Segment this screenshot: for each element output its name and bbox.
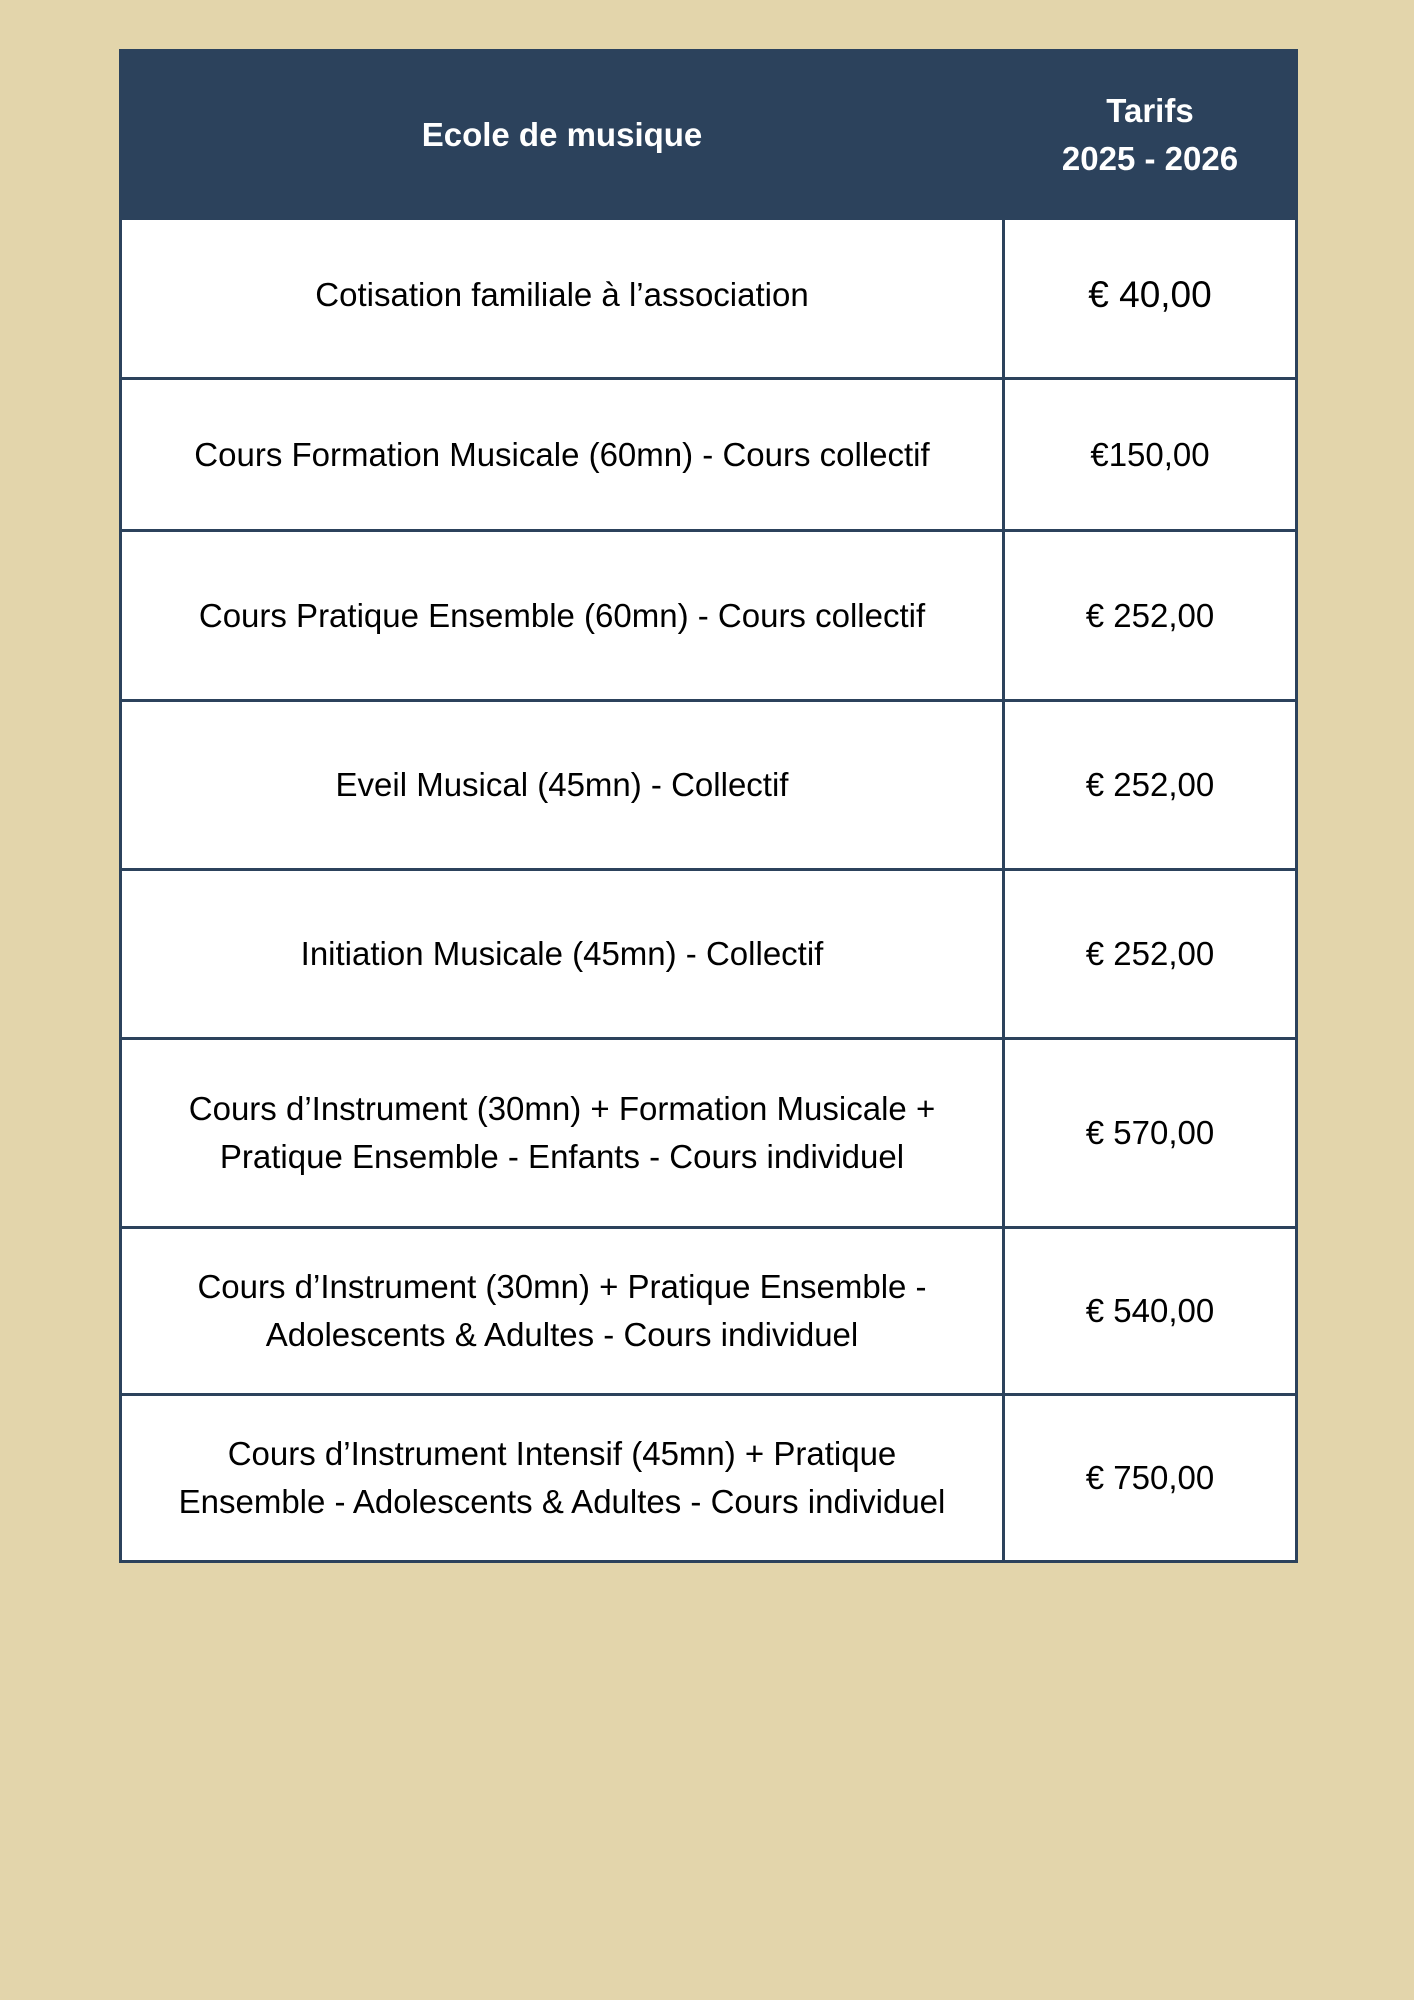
table-row — [121, 379, 1297, 531]
header-price-period: 2025 - 2026 — [1061, 139, 1239, 177]
table-row — [121, 1228, 1297, 1395]
header-row — [121, 51, 1297, 219]
row-price: € 252,00 — [1004, 701, 1297, 870]
row-label-line: Cours d’Instrument (30mn) + Pratique Ensemble - — [197, 1268, 927, 1305]
row-label-cell — [121, 1039, 1004, 1228]
row-label-line: Initiation Musicale (45mn) - Collectif — [300, 935, 824, 972]
row-label-line: Ensemble - Adolescents & Adultes - Cours individuel — [178, 1483, 946, 1520]
row-price: € 750,00 — [1004, 1395, 1297, 1562]
header-label: Ecole de musique — [421, 115, 703, 153]
header-price-title: Tarifs — [1106, 91, 1194, 129]
table-row — [121, 531, 1297, 701]
table-row — [121, 701, 1297, 870]
row-label-line: Cours d’Instrument Intensif (45mn) + Pratique — [227, 1435, 897, 1472]
row-label-line: Eveil Musical (45mn) - Collectif — [335, 766, 789, 803]
row-label-cell — [121, 379, 1004, 531]
row-label-line: Adolescents & Adultes - Cours individuel — [265, 1316, 859, 1353]
row-price: € 252,00 — [1004, 870, 1297, 1039]
row-label-cell — [121, 1395, 1004, 1562]
row-price: € 570,00 — [1004, 1039, 1297, 1228]
row-label-line: Cours d’Instrument (30mn) + Formation Musicale + — [188, 1090, 936, 1127]
table-row — [121, 219, 1297, 379]
row-price: € 252,00 — [1004, 531, 1297, 701]
row-label-cell — [121, 870, 1004, 1039]
row-price: € 540,00 — [1004, 1228, 1297, 1395]
tarif-table — [119, 49, 1298, 1563]
row-label-line: Cours Formation Musicale (60mn) - Cours collectif — [194, 435, 930, 473]
table-body — [121, 219, 1297, 1562]
table-row — [121, 1039, 1297, 1228]
row-price: €150,00 — [1004, 379, 1297, 531]
row-label-line: Cours Pratique Ensemble (60mn) - Cours collectif — [198, 596, 926, 634]
table-header — [121, 51, 1297, 219]
row-label-line: Cotisation familiale à l’association — [315, 275, 809, 313]
table-row — [121, 1395, 1297, 1562]
row-label-cell — [121, 531, 1004, 701]
row-label-cell — [121, 1228, 1004, 1395]
row-price: € 40,00 — [1004, 219, 1297, 379]
header-price-cell — [1004, 51, 1297, 219]
row-label-cell — [121, 701, 1004, 870]
table-row — [121, 870, 1297, 1039]
row-label-line: Pratique Ensemble - Enfants - Cours individuel — [219, 1138, 905, 1175]
header-label-cell — [121, 51, 1004, 219]
row-label-cell — [121, 219, 1004, 379]
